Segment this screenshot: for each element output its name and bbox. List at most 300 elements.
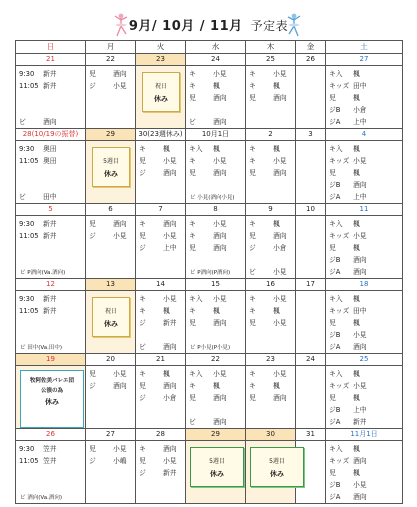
date-number: 10 <box>296 204 326 216</box>
lesson-entry <box>139 331 163 339</box>
class-code: キ <box>139 220 146 228</box>
lesson-entry <box>249 157 287 165</box>
lesson-entry <box>19 82 57 90</box>
lesson-entry <box>139 169 177 177</box>
lesson-entry <box>329 307 367 315</box>
teacher-name: 楓 <box>353 394 360 402</box>
teacher-name: 酒向 <box>273 169 287 177</box>
class-code: 9:30 <box>19 70 35 78</box>
class-code: 児 <box>189 94 196 102</box>
class-code: ビ <box>19 193 26 201</box>
teacher-name: 楓 <box>163 307 170 315</box>
lesson-entry <box>249 145 280 153</box>
teacher-name: 楓 <box>213 145 220 153</box>
lesson-entry <box>19 457 57 465</box>
lesson-entry <box>19 193 57 201</box>
teacher-name: 楓 <box>273 220 280 228</box>
class-code: キ <box>249 145 256 153</box>
lesson-entry <box>329 319 360 327</box>
date-row <box>16 129 403 141</box>
date-number: 28 <box>136 429 186 441</box>
date-number: 18 <box>326 279 403 291</box>
lesson-entry <box>329 370 360 378</box>
class-code: キ入 <box>329 295 343 303</box>
teacher-name: 新井 <box>163 469 177 477</box>
class-code: 9:30 <box>19 445 35 453</box>
teacher-name: 奥田 <box>43 145 57 153</box>
class-code: ジA <box>329 268 341 276</box>
teacher-name: 酒向 <box>273 394 287 402</box>
lesson-entry <box>329 169 360 177</box>
holiday-scroll <box>190 447 244 487</box>
teacher-name: 田中 <box>353 307 367 315</box>
teacher-name: 小見 <box>163 457 177 465</box>
teacher-name: 新井 <box>43 295 57 303</box>
day-cell <box>136 141 186 204</box>
date-number: 6 <box>86 204 136 216</box>
day-cell <box>186 441 246 504</box>
teacher-name: 酒向 <box>113 70 127 78</box>
date-number: 24 <box>186 54 246 66</box>
schedule-row <box>16 291 403 354</box>
lesson-entry <box>189 319 227 327</box>
lesson-entry <box>329 193 367 201</box>
lesson-entry <box>89 445 127 453</box>
date-number: 21 <box>136 354 186 366</box>
holiday-reason: 祝日 <box>154 83 167 90</box>
class-code: 9:30 <box>19 295 35 303</box>
class-code: キ入 <box>329 145 343 153</box>
schedule-calendar <box>15 40 403 504</box>
class-code: ジ <box>249 244 256 252</box>
teacher-name: 楓 <box>163 370 170 378</box>
date-number: 23 <box>136 54 186 66</box>
lesson-note: ビ 小見(酒向小見) <box>190 195 235 201</box>
date-number: 2 <box>246 129 296 141</box>
ballerina-icon <box>284 12 304 38</box>
date-number: 26 <box>16 429 86 441</box>
closure-poster <box>20 370 84 428</box>
date-number: 11月1日 <box>326 429 403 441</box>
holiday-reason: 5週目 <box>103 158 119 165</box>
teacher-name: 笠井 <box>43 457 57 465</box>
class-code: ジB <box>329 256 341 264</box>
day-cell <box>296 366 326 429</box>
lesson-entry <box>249 169 287 177</box>
lesson-entry <box>189 106 213 114</box>
day-cell <box>136 216 186 279</box>
lesson-entry <box>189 394 227 402</box>
day-cell <box>86 141 136 204</box>
day-cell <box>16 366 86 429</box>
lesson-entry <box>249 94 287 102</box>
date-number: 5 <box>16 204 86 216</box>
closed-label: 休み <box>104 170 118 178</box>
teacher-name: 楓 <box>353 319 360 327</box>
class-code: 児 <box>329 94 336 102</box>
lesson-entry <box>139 382 177 390</box>
teacher-name: 酒向 <box>353 268 367 276</box>
class-code: 11:05 <box>19 307 39 315</box>
teacher-name: 小倉 <box>273 244 287 252</box>
day-cell <box>16 66 86 129</box>
teacher-name: 小見 <box>353 232 367 240</box>
day-cell <box>326 366 403 429</box>
class-code: キ <box>189 232 196 240</box>
lesson-entry <box>329 469 360 477</box>
teacher-name: 上中 <box>353 406 367 414</box>
date-number: 28(10/19の振替) <box>16 129 86 141</box>
day-cell <box>16 216 86 279</box>
lesson-entry <box>329 256 367 264</box>
class-code: ビ <box>139 343 146 351</box>
lesson-note: ビ 酒向(Va.酒向) <box>20 495 62 501</box>
lesson-entry <box>139 469 177 477</box>
lesson-entry <box>139 370 170 378</box>
teacher-name: 酒向 <box>213 169 227 177</box>
teacher-name: 小見 <box>113 82 127 90</box>
teacher-name: 田中 <box>43 193 57 201</box>
lesson-entry <box>329 418 367 426</box>
lesson-entry <box>329 118 367 126</box>
teacher-name: 酒向 <box>353 343 367 351</box>
teacher-name: 小見 <box>213 157 227 165</box>
day-cell <box>326 441 403 504</box>
weekday-sat: 土 <box>326 41 403 54</box>
teacher-name: 小嶋 <box>113 457 127 465</box>
teacher-name: 笠井 <box>43 445 57 453</box>
teacher-name: 酒向 <box>163 169 177 177</box>
lesson-entry <box>139 457 177 465</box>
lesson-entry <box>139 244 177 252</box>
lesson-entry <box>189 295 227 303</box>
day-cell <box>296 141 326 204</box>
day-cell <box>326 216 403 279</box>
lesson-entry <box>89 457 127 465</box>
class-code: キ <box>189 307 196 315</box>
date-row <box>16 204 403 216</box>
class-code: ジA <box>329 418 341 426</box>
date-number: 16 <box>246 279 296 291</box>
day-cell <box>136 66 186 129</box>
teacher-name: 楓 <box>353 295 360 303</box>
class-code: 児 <box>329 394 336 402</box>
schedule-row <box>16 141 403 204</box>
class-code: ジ <box>89 82 96 90</box>
day-cell <box>296 216 326 279</box>
day-cell <box>186 366 246 429</box>
class-code: ジ <box>139 244 146 252</box>
class-code: キ <box>189 157 196 165</box>
class-code: キ <box>249 382 256 390</box>
teacher-name: 楓 <box>353 370 360 378</box>
teacher-name: 小見 <box>353 157 367 165</box>
lesson-entry <box>249 232 287 240</box>
teacher-name: 酒向 <box>213 394 227 402</box>
teacher-name: 楓 <box>353 244 360 252</box>
class-code: ビ <box>249 268 256 276</box>
date-row <box>16 429 403 441</box>
class-code: 児 <box>189 319 196 327</box>
class-code: 児 <box>329 169 336 177</box>
lesson-entry <box>329 145 360 153</box>
date-number: 23 <box>246 354 296 366</box>
lesson-note: ビ 田中(Va.田中) <box>20 345 62 351</box>
date-number: 9 <box>246 204 296 216</box>
date-number: 29 <box>86 129 136 141</box>
lesson-entry <box>19 220 57 228</box>
teacher-name: 楓 <box>273 382 280 390</box>
teacher-name: 酒向 <box>43 118 57 126</box>
lesson-entry <box>189 82 220 90</box>
schedule-row <box>16 441 403 504</box>
class-code: キ入 <box>189 370 203 378</box>
class-code: ジB <box>329 406 341 414</box>
lesson-entry <box>249 244 287 252</box>
page-header <box>0 10 417 34</box>
class-code: ジB <box>329 181 341 189</box>
class-code: 児 <box>249 394 256 402</box>
teacher-name: 酒向 <box>163 343 177 351</box>
teacher-name: 楓 <box>213 307 220 315</box>
class-code: ジB <box>329 106 341 114</box>
weekday-mon: 月 <box>86 41 136 54</box>
lesson-entry <box>329 295 360 303</box>
class-code: キ <box>189 220 196 228</box>
day-cell <box>16 441 86 504</box>
class-code: 児 <box>89 220 96 228</box>
page-title: 9月/ 10月 / 11月 予定表 <box>128 19 289 34</box>
day-cell <box>296 441 326 504</box>
lesson-entry <box>19 232 57 240</box>
ballerina-icon <box>111 12 131 38</box>
lesson-entry <box>19 295 57 303</box>
closed-label: 休み <box>210 470 224 478</box>
class-code: キ <box>249 70 256 78</box>
teacher-name: 小倉 <box>163 394 177 402</box>
date-number: 29 <box>186 429 246 441</box>
lesson-entry <box>329 481 367 489</box>
lesson-entry <box>89 382 127 390</box>
lesson-entry <box>249 382 280 390</box>
lesson-entry <box>89 70 127 78</box>
class-code: ジ <box>139 319 146 327</box>
class-code: キ入 <box>329 220 343 228</box>
lesson-entry <box>19 118 57 126</box>
lesson-entry <box>139 220 177 228</box>
teacher-name: 酒向 <box>353 457 367 465</box>
teacher-name: 小見 <box>113 445 127 453</box>
teacher-name: 楓 <box>353 469 360 477</box>
lesson-entry <box>329 445 360 453</box>
lesson-entry <box>329 94 360 102</box>
teacher-name: 小見 <box>213 70 227 78</box>
date-number: 10月1日 <box>186 129 246 141</box>
teacher-name: 酒向 <box>113 220 127 228</box>
teacher-name: 小見 <box>113 232 127 240</box>
teacher-name: 酒向 <box>163 382 177 390</box>
teacher-name: 楓 <box>213 82 220 90</box>
class-code: 児 <box>189 394 196 402</box>
lesson-entry <box>329 457 367 465</box>
lesson-entry <box>249 82 280 90</box>
lesson-entry <box>329 82 367 90</box>
day-cell <box>136 291 186 354</box>
lesson-entry <box>329 181 367 189</box>
lesson-entry <box>249 319 287 327</box>
teacher-name: 酒向 <box>163 220 177 228</box>
day-cell <box>86 216 136 279</box>
teacher-name: 酒向 <box>353 181 367 189</box>
day-cell <box>86 441 136 504</box>
date-number: 4 <box>326 129 403 141</box>
date-number: 31 <box>296 429 326 441</box>
date-number: 17 <box>296 279 326 291</box>
class-code: 児 <box>329 244 336 252</box>
teacher-name: 小見 <box>213 295 227 303</box>
lesson-entry <box>189 370 227 378</box>
teacher-name: 楓 <box>213 382 220 390</box>
lesson-entry <box>89 370 127 378</box>
class-code: 児 <box>139 232 146 240</box>
lesson-entry <box>189 232 227 240</box>
date-number: 24 <box>296 354 326 366</box>
day-cell <box>246 66 296 129</box>
teacher-name: 上中 <box>163 244 177 252</box>
teacher-name: 酒向 <box>353 256 367 264</box>
closed-label: 休み <box>154 95 168 103</box>
date-row <box>16 354 403 366</box>
day-cell <box>246 141 296 204</box>
day-cell <box>296 66 326 129</box>
class-code: キ <box>189 70 196 78</box>
class-code: ジA <box>329 118 341 126</box>
lesson-entry <box>189 406 213 414</box>
lesson-note: ビ P酒向(Va.酒向) <box>20 270 66 276</box>
teacher-name: 楓 <box>353 94 360 102</box>
lesson-entry <box>329 157 367 165</box>
weekday-wed: 水 <box>186 41 246 54</box>
teacher-name: 小見 <box>273 70 287 78</box>
class-code: キ <box>249 82 256 90</box>
teacher-name: 楓 <box>273 82 280 90</box>
lesson-entry <box>189 157 227 165</box>
teacher-name: 酒向 <box>213 118 227 126</box>
lesson-entry <box>189 418 227 426</box>
closed-label: 休み <box>270 470 284 478</box>
class-code: キ <box>189 382 196 390</box>
lesson-entry <box>329 382 367 390</box>
class-code: キ入 <box>329 445 343 453</box>
class-code: キ入 <box>329 370 343 378</box>
teacher-name: 酒向 <box>213 319 227 327</box>
poster-text: 休み <box>45 398 59 406</box>
lesson-entry <box>189 244 227 252</box>
class-code: キ <box>249 295 256 303</box>
teacher-name: 小見 <box>353 481 367 489</box>
date-number: 30 <box>246 429 296 441</box>
lesson-entry <box>19 445 57 453</box>
teacher-name: 新井 <box>43 220 57 228</box>
class-code: キ <box>249 307 256 315</box>
date-number: 20 <box>86 354 136 366</box>
schedule-row <box>16 66 403 129</box>
day-cell <box>16 291 86 354</box>
class-code: キ <box>139 295 146 303</box>
class-code: ジB <box>329 331 341 339</box>
schedule-row <box>16 366 403 429</box>
class-code: ジB <box>329 481 341 489</box>
weekday-thu: 木 <box>246 41 296 54</box>
teacher-name: 酒向 <box>273 94 287 102</box>
lesson-entry <box>139 295 177 303</box>
date-number: 21 <box>16 54 86 66</box>
day-cell <box>246 216 296 279</box>
class-code: キ <box>139 145 146 153</box>
date-row <box>16 54 403 66</box>
date-number: 13 <box>86 279 136 291</box>
weekday-fri: 金 <box>296 41 326 54</box>
teacher-name: 小見 <box>273 295 287 303</box>
teacher-name: 上中 <box>353 193 367 201</box>
class-code: キ <box>139 307 146 315</box>
lesson-entry <box>139 307 170 315</box>
class-code: 児 <box>139 382 146 390</box>
teacher-name: 楓 <box>353 145 360 153</box>
closed-label: 休み <box>104 320 118 328</box>
class-code: キ入 <box>329 70 343 78</box>
lesson-entry <box>329 106 367 114</box>
date-number: 14 <box>136 279 186 291</box>
weekday-header-row <box>16 41 403 54</box>
date-number: 25 <box>326 354 403 366</box>
lesson-entry <box>329 70 360 78</box>
date-number: 15 <box>186 279 246 291</box>
holiday-reason: 5週目 <box>209 458 225 465</box>
lesson-entry <box>19 145 57 153</box>
day-cell <box>296 291 326 354</box>
day-cell <box>86 366 136 429</box>
lesson-entry <box>249 268 287 276</box>
lesson-entry <box>139 232 177 240</box>
day-cell <box>186 216 246 279</box>
class-code: キ <box>139 445 146 453</box>
date-number: 19 <box>16 354 86 366</box>
teacher-name: 小見 <box>163 232 177 240</box>
class-code: ビ <box>189 118 196 126</box>
lesson-entry <box>19 307 57 315</box>
class-code: ジ <box>89 382 96 390</box>
class-code: 児 <box>139 157 146 165</box>
lesson-entry <box>249 220 280 228</box>
class-code: ジ <box>139 469 146 477</box>
class-code: 児 <box>139 457 146 465</box>
teacher-name: 酒向 <box>213 232 227 240</box>
day-cell <box>186 291 246 354</box>
lesson-entry <box>139 445 177 453</box>
lesson-entry <box>89 82 127 90</box>
class-code: ビ <box>189 418 196 426</box>
lesson-entry <box>249 70 287 78</box>
teacher-name: 新井 <box>43 307 57 315</box>
day-cell <box>326 141 403 204</box>
lesson-entry <box>189 307 220 315</box>
date-number: 30(23週休み) <box>136 129 186 141</box>
teacher-name: 酒向 <box>163 445 177 453</box>
lesson-entry <box>189 70 227 78</box>
class-code: 11:05 <box>19 232 39 240</box>
class-code: 児 <box>329 469 336 477</box>
